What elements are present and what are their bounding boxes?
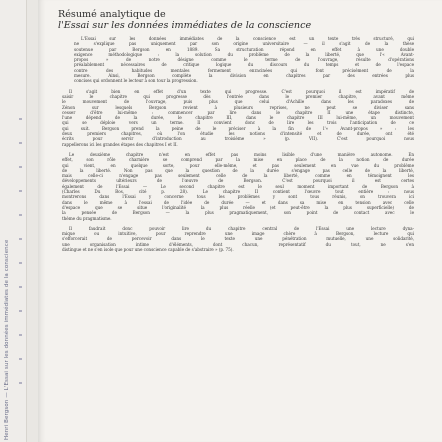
paragraph: [62, 152, 414, 221]
text-line: qui suit. Bergson prend la peine de le préciser à la fin de l'« Avant-propos » : les: [62, 125, 414, 131]
text-line: Il s'agit bien en effet d'un texte qui progresse. C'est pourquoi il est impératif de: [69, 88, 414, 94]
paragraph: [62, 226, 414, 252]
text-line: deux premiers chapitres, où l'on étudie les notions d'intensité et de durée, ont été: [62, 131, 414, 137]
page-body: [62, 36, 414, 257]
text-line: ne s'explique pas uniquement par son origine universitaire — il s'agit de la thèse: [74, 41, 414, 47]
text-line: L'Essai sur les données immédiates de la conscience est un texte très structuré, qui: [81, 36, 414, 41]
text-line: propos » de notre désigne comme le terme de l'ouvrage, résulte d'opérations: [74, 57, 414, 63]
text-line: dans le même à l'essai de l'idée de durée — et dans sa mise en tension avec celle: [62, 199, 414, 205]
page-subtitle: l'Essai sur les données immédiates de la conscience: [58, 20, 312, 31]
text-line: également de l'Essai — Le second chapitre est le seul moment important de Bergson à: [62, 183, 414, 189]
text-line: écrits pour servir d'introduction au troisième » (p. VII). C'est pourquoi nous: [62, 136, 414, 142]
text-line: l'une dépend de la durée, le chapitre III, dans le chapitre III lui-même, un mouvement: [62, 115, 414, 121]
spine-running-title: Henri Bergson — L'Essai sur les données immédiates de la conscience: [4, 239, 10, 440]
text-line: Zénon sur lesquels Bergson revient à plusieurs reprises, ne peut se diviser sans: [62, 104, 414, 110]
text-line: soutenue par Bergson en 1889. Sa structuration répond en effet à une double: [74, 46, 414, 52]
paragraph: [62, 89, 414, 147]
page-header: [58, 9, 311, 31]
text-line: qui vient, en quelque sorte, pour elle-même, et pas seulement en vue du problème: [62, 162, 414, 168]
text-line: développements ultérieurs de l'œuvre de Bergson. C'est pourquoi il est certes: [62, 178, 414, 184]
text-line: concises qui ordonnent le lecteur à son tour la progression.: [74, 78, 198, 84]
text-line: distingue et ne s'en isole que pour une conscience capable de s'abstraire » (p. 75).: [62, 246, 234, 252]
text-line: thème du pragmatisme.: [62, 215, 112, 221]
text-line: exigence méthodologique : la solution du problème de la liberté, que l'« Avant-: [74, 51, 414, 57]
text-line: (Charles Du Bos, cité p. 28). Le chapitre II contient l'œuvre tout entière : nous: [62, 189, 414, 195]
text-line: Le deuxième chapitre n'est en effet pas moins lisible d'une manière autonome. En: [69, 151, 414, 157]
book-page: [38, 0, 442, 442]
text-line: montrerons dans l'Essai y concerne tous les problèmes y sont tous réunis, on trouvera ici: [62, 194, 414, 200]
text-line: d'espace que se situe l'originalité la plus réelle (et peut-être la plus superficielle) de: [62, 204, 414, 210]
book-spine-margin: [0, 0, 27, 442]
text-line: de la liberté. Non pas que la question de la durée s'engage pas celle de la liberté,: [62, 167, 414, 173]
text-line: contre des habitudes mentales fermement enracinées qui font précisément de la: [74, 67, 414, 73]
text-line: effet, son rôle charnière se comprend par la mise en place de la notion de durée: [62, 157, 414, 163]
text-line: le mouvement de l'ouvrage, puis plus que celui d'Achille dans les paradoxes de: [62, 99, 414, 105]
text-line: mesure. Ainsi, Bergson complète la division en chapitres par des entrées plus: [74, 73, 414, 79]
text-line: Il faudrait donc pouvoir lire du chapitre central de l'Essai une lecture dyna-: [69, 225, 414, 231]
text-line: préalablement nécessaires de critique logique du discours du temps et de l'espace: [74, 62, 414, 68]
spine-marks: [19, 118, 23, 406]
text-line: une organisation intime d'éléments, dont chacun, représentatif du tout, ne s'en: [62, 241, 414, 247]
text-line: mique ou intuitive, pour reprendre une image chère à Bergson, lecture qui: [62, 231, 414, 237]
paragraph: [62, 36, 414, 84]
text-line: la pensée de Bergson — la plus pragmatiquement, son point de contact avec le: [62, 210, 414, 216]
text-line: mais celle-ci n'engage pas seulement celle de la liberté, comme en témoignent les: [62, 173, 414, 179]
page-title: Résumé analytique de: [58, 9, 166, 20]
text-line: saisir le chapitre qui progresse dès l'entrée dans le premier chapitre, avant même: [62, 93, 414, 99]
text-line: rappellerons ici les grandes étapes des chapitres I et II.: [62, 141, 178, 147]
text-line: s'efforcerait de percevoir dans le texte une pénétration mutuelle, une solidarité,: [62, 236, 414, 242]
text-line: cesser d'être lui-même : commencer par lire dans le chapitre II une étape distincte,: [62, 109, 414, 115]
text-line: qui se déploie vers un terme. Il convient donc de lire les trois l'anticipation de ce: [62, 120, 414, 126]
